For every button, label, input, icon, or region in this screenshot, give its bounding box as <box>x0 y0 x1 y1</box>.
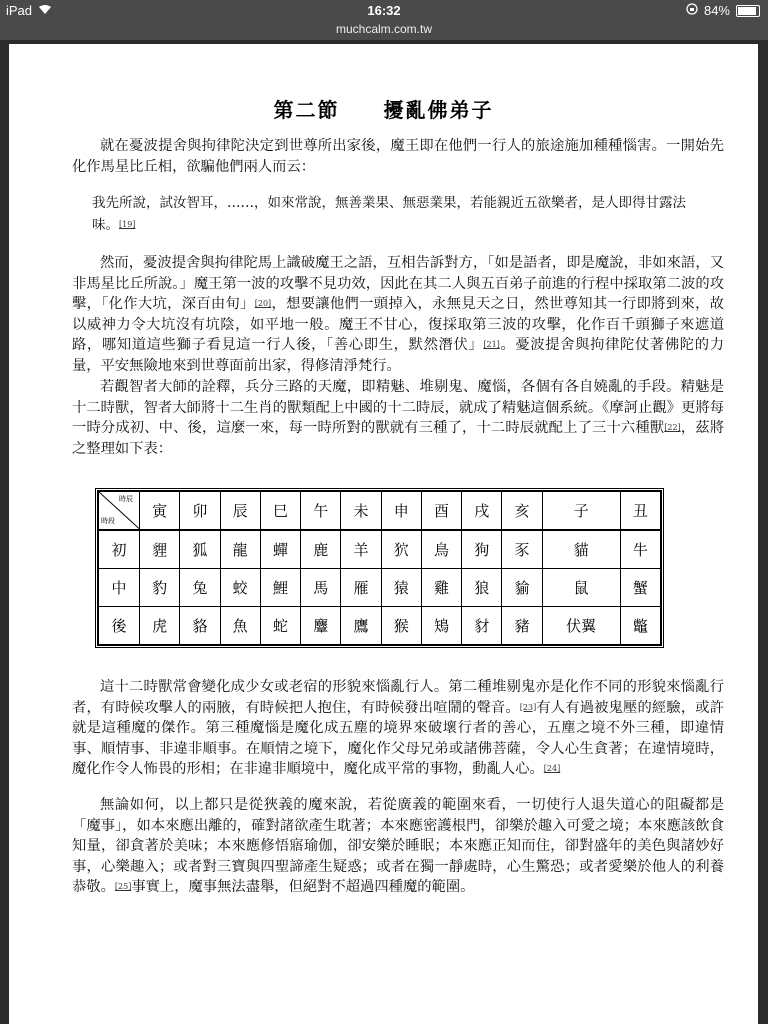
table-cell: 雁 <box>341 568 381 606</box>
table-cell: 麞 <box>301 606 341 644</box>
table-header-cell: 亥 <box>502 492 542 530</box>
twelve-hours-beasts-table <box>95 488 664 648</box>
footnote-20[interactable]: [20] <box>254 299 272 308</box>
table-header-cell: 未 <box>341 492 381 530</box>
table-cell: 狖 <box>381 530 421 569</box>
table-row <box>99 568 661 606</box>
footnote-21[interactable]: [21] <box>483 340 500 349</box>
table-header-cell: 辰 <box>220 492 260 530</box>
table-cell: 馬 <box>301 568 341 606</box>
battery-icon <box>736 5 760 17</box>
table-header-cell: 午 <box>301 492 341 530</box>
clock: 16:32 <box>367 3 401 18</box>
paragraph-3-text-b: ，茲將之整理如下表： <box>72 420 725 457</box>
paragraph-2 <box>72 253 724 376</box>
paragraph-4-text-a: 這十二時獸常會變化成少女或老宿的形貌來惱亂行人。第二種堆剔鬼亦是化作不同的形貌來惱亂行者，有時候攻擊人的兩腋，有時候把人抱住，有時候發出喧鬧的聲音。 <box>72 679 724 716</box>
table-cell: 猴 <box>381 606 421 644</box>
table-cell: 鯉 <box>260 568 300 606</box>
table-cell: 貍 <box>140 530 180 569</box>
paragraph-2-text-b: ，想要讓他們一頭掉入，永無見天之日，然世尊知其一行即將到來，故以威神力令大坑沒有坑陰，如平地一般。魔王不甘心，復採取第三波的攻擊，化作百千頭獅子來遮道路，哪知道這些獅子看見這一行人後，「善心即生，默然潛伏」 <box>72 296 724 353</box>
document-page <box>9 44 758 1024</box>
paragraph-5-text-a: 無論如何，以上都只是從狹義的魔來說，若從廣義的範圍來看，一切使行人退失道心的阻礙都是「魔事」，如本來應出離的，確對諸欲產生耽著；本來應密護根門，卻樂於趣入可愛之境；本來應該飲食知量，卻貪著於美味；本來應修悟寤瑜伽，卻安樂於睡眠；本來應正知而住，卻對盛年的美色與諸妙好事，心樂趣入；或者對三寶與四聖諦產生疑惑；或者在獨一靜處時，心生驚恐；或者愛樂於他人的利養恭敬。 <box>72 797 724 895</box>
corner-bottom-label: 時段 <box>101 516 115 525</box>
paragraph-2-text-a: 然而，憂波提舍與拘律陀馬上識破魔王之語，互相告訴對方，「如是語者，即是魔說，非如來語，又非馬星比丘所說。」魔王第一波的攻擊不見功效，因此在其二人與五百弟子前進的行程中採取第二波的攻擊，「化作大坑，深百由旬」 <box>72 255 724 312</box>
table-header-cell: 戌 <box>462 492 502 530</box>
paragraph-5-text-b: 事實上，魔事無法盡舉，但絕對不超過四種魔的範圍。 <box>131 879 475 895</box>
table-cell: 龍 <box>220 530 260 569</box>
table-cell: 鼈 <box>620 606 660 644</box>
table-cell: 魚 <box>220 606 260 644</box>
table-cell: 鳥 <box>421 530 461 569</box>
table-cell: 蛇 <box>260 606 300 644</box>
table-row <box>99 530 661 569</box>
paragraph-5 <box>72 795 724 898</box>
table-cell: 鼠 <box>542 568 620 606</box>
table-corner-cell <box>99 492 140 530</box>
table-cell: 蟹 <box>620 568 660 606</box>
paragraph-2-text-c: 。憂波提舍與拘律陀仗著佛陀的力量，平安無險地來到世尊面前出家，得修清淨梵行。 <box>72 337 724 374</box>
footnote-22[interactable]: [22] <box>664 423 681 432</box>
table-cell: 鴙 <box>421 606 461 644</box>
table-cell: 蛟 <box>220 568 260 606</box>
table-row-label: 後 <box>99 606 140 644</box>
table-cell: 豕 <box>502 530 542 569</box>
paragraph-1-text: 就在憂波提舍與拘律陀決定到世尊所出家後，魔王即在他們一行人的旅途施加種種惱害。一開始先化作馬星比丘相，欲騙他們兩人而云： <box>72 138 724 175</box>
table-cell: 貉 <box>180 606 220 644</box>
table-row-label: 初 <box>99 530 140 569</box>
table-cell: 鷹 <box>341 606 381 644</box>
url-bar[interactable]: muchcalm.com.tw <box>0 22 768 40</box>
table-header-cell: 寅 <box>140 492 180 530</box>
table-row-label: 中 <box>99 568 140 606</box>
battery-percent: 84% <box>703 3 730 18</box>
quote-block <box>92 192 712 236</box>
footnote-25[interactable]: [25] <box>114 882 132 891</box>
footnote-24[interactable]: [24] <box>543 764 561 773</box>
footnote-19[interactable]: [19] <box>119 220 136 229</box>
corner-top-label: 時辰 <box>119 495 133 503</box>
table-cell: 雞 <box>421 568 461 606</box>
paragraph-3 <box>72 377 724 459</box>
table-cell: 狗 <box>462 530 502 569</box>
table-cell: 狐 <box>180 530 220 569</box>
orientation-lock-icon <box>686 3 698 18</box>
table-cell: 猿 <box>381 568 421 606</box>
paragraph-1 <box>72 136 724 177</box>
table-header-cell: 申 <box>381 492 421 530</box>
footnote-23[interactable]: [23] <box>519 702 537 712</box>
table-header-cell: 巳 <box>260 492 300 530</box>
table-row <box>99 606 661 644</box>
paragraph-4-text-b: 有人有過被鬼壓的經驗，或許就是這種魔的傑作。第三種魔惱是魔化成五塵的境界來破壞行者的善心，五塵之境不外三種，即違情事、順情事、非違非順事。在順情之境下，魔化作父母兄弟或諸佛菩薩，令人心生貪著；在違情境時，魔化作令人怖畏的形相；在非違非順境中，魔化成平常的事物，動亂人心。 <box>72 699 725 777</box>
table-header-cell: 子 <box>542 492 620 530</box>
table-cell: 豬 <box>502 606 542 644</box>
table-cell: 豺 <box>462 606 502 644</box>
quote-text: 我先所說，試汝智耳，……，如來常說，無善業果、無惡業果，若能親近五欲樂者，是人即得甘露法味。 <box>92 195 686 233</box>
table-cell: 貐 <box>502 568 542 606</box>
table-cell: 虎 <box>140 606 180 644</box>
table-header-cell: 卯 <box>180 492 220 530</box>
table-header-cell: 酉 <box>421 492 461 530</box>
table-header-row <box>99 492 661 530</box>
device-name: iPad <box>6 3 33 18</box>
table-cell: 蟬 <box>260 530 300 569</box>
status-bar <box>0 0 768 22</box>
table-cell: 伏翼 <box>542 606 620 644</box>
table-cell: 貓 <box>542 530 620 569</box>
section-title: 第二節 擾亂佛弟子 <box>273 98 494 122</box>
paragraph-3-text-a: 若觀智者大師的詮釋，兵分三路的天魔，即精魅、堆剔鬼、魔惱，各個有各自嬈亂的手段。精魅是十二時獸，智者大師將十二生肖的獸類配上中國的十二時辰，就成了精魅這個系統。《摩訶止觀》更將每一時分成初、中、後，這麼一來，每一時所對的獸就有三種了，十二時辰就配上了三十六種獸 <box>72 379 724 436</box>
table-cell: 羊 <box>341 530 381 569</box>
table-cell: 兔 <box>180 568 220 606</box>
table-cell: 鹿 <box>301 530 341 569</box>
table-cell: 狼 <box>462 568 502 606</box>
paragraph-4 <box>72 677 724 780</box>
status-right <box>686 3 760 18</box>
table-cell: 豹 <box>140 568 180 606</box>
table-header-cell: 丑 <box>620 492 660 530</box>
table-cell: 牛 <box>620 530 660 569</box>
